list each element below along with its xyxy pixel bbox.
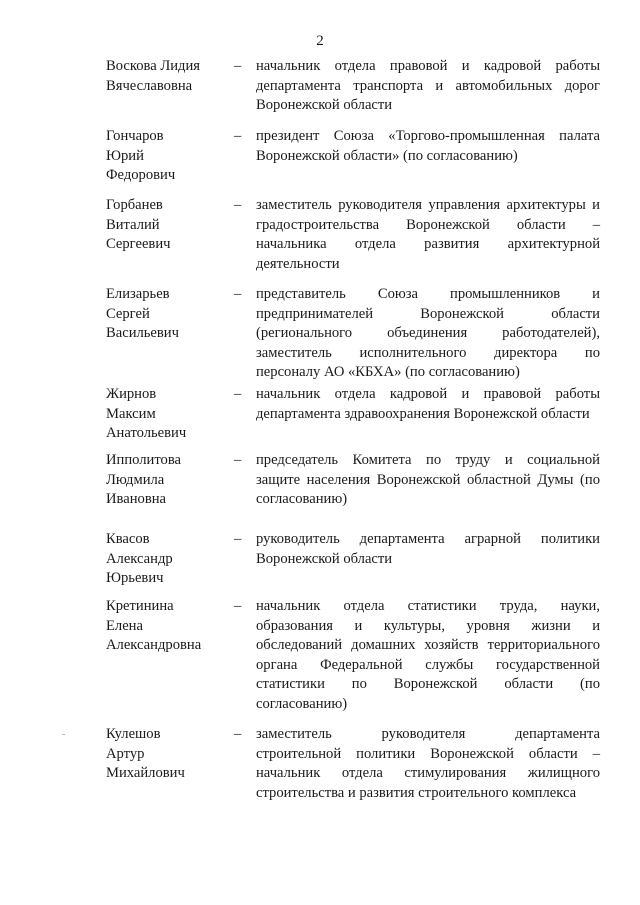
member-name: [106, 597, 226, 656]
member-name: [106, 725, 226, 784]
position-line: согласованию): [256, 491, 348, 507]
position-line: образования и культуры, уровня жизни и: [256, 617, 600, 634]
position-line: градостроительства Воронежской области –: [256, 216, 600, 233]
entry-dash: –: [234, 128, 242, 144]
member-name: [106, 196, 226, 255]
member-name-part: Александровна: [106, 637, 202, 653]
position-line: строительства и развития строительного комплекса: [256, 784, 577, 801]
position-line: департамента здравоохранения Воронежской области: [256, 405, 590, 422]
member-position: [256, 725, 600, 803]
entry-dash: –: [234, 531, 242, 547]
position-line: заместитель руководителя управления архитектуры и: [256, 197, 600, 213]
member-name-part: Воскова Лидия: [106, 58, 200, 74]
member-name-part: Анатольевич: [106, 425, 187, 441]
member-name-part: Ивановна: [106, 491, 166, 507]
position-line: строительной политики Воронежской области –: [256, 745, 600, 762]
entry-dash: –: [234, 726, 242, 742]
member-position: [256, 57, 600, 116]
position-line: (регионального объединения работодателей),: [256, 325, 600, 341]
position-line: представитель Союза промышленников и: [256, 286, 600, 302]
entry-dash: –: [234, 452, 242, 468]
member-name-part: Кретинина: [106, 598, 174, 614]
member-name-part: Максим: [106, 405, 156, 422]
position-line: обследований домашних хозяйств территориального: [256, 637, 600, 653]
member-position: [256, 451, 600, 510]
position-line: заместитель исполнительного директора по: [256, 344, 600, 361]
member-name-part: Елена: [106, 617, 143, 634]
entry-dash: –: [234, 58, 242, 74]
member-name-part: Артур: [106, 745, 145, 762]
member-name-part: Сергей: [106, 305, 150, 322]
member-position: [256, 597, 600, 714]
position-line: защите населения Воронежской областной Думы (по: [256, 471, 600, 488]
member-name-part: Юрьевич: [106, 570, 164, 586]
position-line: президент Союза «Торгово-промышленная палата: [256, 128, 600, 144]
entry-dash: –: [234, 386, 242, 402]
member-name: [106, 285, 226, 344]
member-name-part: Людмила: [106, 471, 165, 488]
position-line: Воронежской области: [256, 97, 393, 113]
member-name-part: Ипполитова: [106, 452, 182, 468]
member-name: [106, 57, 226, 96]
position-line: согласованию): [256, 695, 348, 712]
member-name: [106, 451, 226, 510]
member-name-part: Квасов: [106, 531, 150, 547]
page-number: 2: [316, 33, 324, 49]
member-name-part: Кулешов: [106, 726, 161, 742]
entry-dash: –: [234, 286, 242, 302]
margin-mark: -: [62, 729, 66, 740]
member-name-part: Горбанев: [106, 197, 163, 213]
member-name: [106, 530, 226, 589]
member-name-part: Сергеевич: [106, 236, 171, 252]
position-line: статистики по Воронежской области (по: [256, 676, 600, 692]
position-line: начальник отдела кадровой и правовой работы: [256, 386, 600, 402]
position-line: заместитель руководителя департамента: [256, 726, 600, 742]
entry-dash: –: [234, 598, 242, 614]
member-name-part: Юрий: [106, 147, 144, 164]
member-name: [106, 385, 226, 444]
position-line: начальник отдела правовой и кадровой работы: [256, 58, 600, 74]
position-line: деятельности: [256, 255, 340, 272]
position-line: начальника отдела развития архитектурной: [256, 236, 600, 252]
member-name-part: Александр: [106, 550, 173, 567]
member-name-part: Елизарьев: [106, 286, 170, 302]
position-line: Воронежской области: [256, 550, 393, 567]
member-name-part: Федорович: [106, 167, 176, 183]
position-line: предпринимателей Воронежской области: [256, 305, 600, 322]
position-line: Воронежской области» (по согласованию): [256, 147, 518, 164]
member-name-part: Жирнов: [106, 386, 157, 402]
member-name-part: Васильевич: [106, 325, 179, 341]
member-name-part: Михайлович: [106, 765, 185, 781]
entry-dash: –: [234, 197, 242, 213]
position-line: руководитель департамента аграрной политики: [256, 531, 600, 547]
member-name: [106, 127, 226, 186]
member-position: [256, 127, 600, 166]
member-name-part: Гончаров: [106, 128, 164, 144]
member-position: [256, 530, 600, 569]
member-position: [256, 196, 600, 274]
position-line: департамента транспорта и автомобильных дорог: [256, 77, 600, 94]
member-name-part: Виталий: [106, 216, 160, 233]
member-position: [256, 385, 600, 424]
position-line: начальник отдела статистики труда, науки,: [256, 598, 600, 614]
member-position: [256, 285, 600, 383]
position-line: председатель Комитета по труду и социальной: [256, 452, 600, 468]
position-line: персоналу АО «КБХА» (по согласованию): [256, 364, 520, 380]
member-name-part: Вячеславовна: [106, 77, 193, 94]
position-line: начальник отдела стимулирования жилищного: [256, 765, 600, 781]
position-line: органа Федеральной службы государственной: [256, 656, 600, 673]
